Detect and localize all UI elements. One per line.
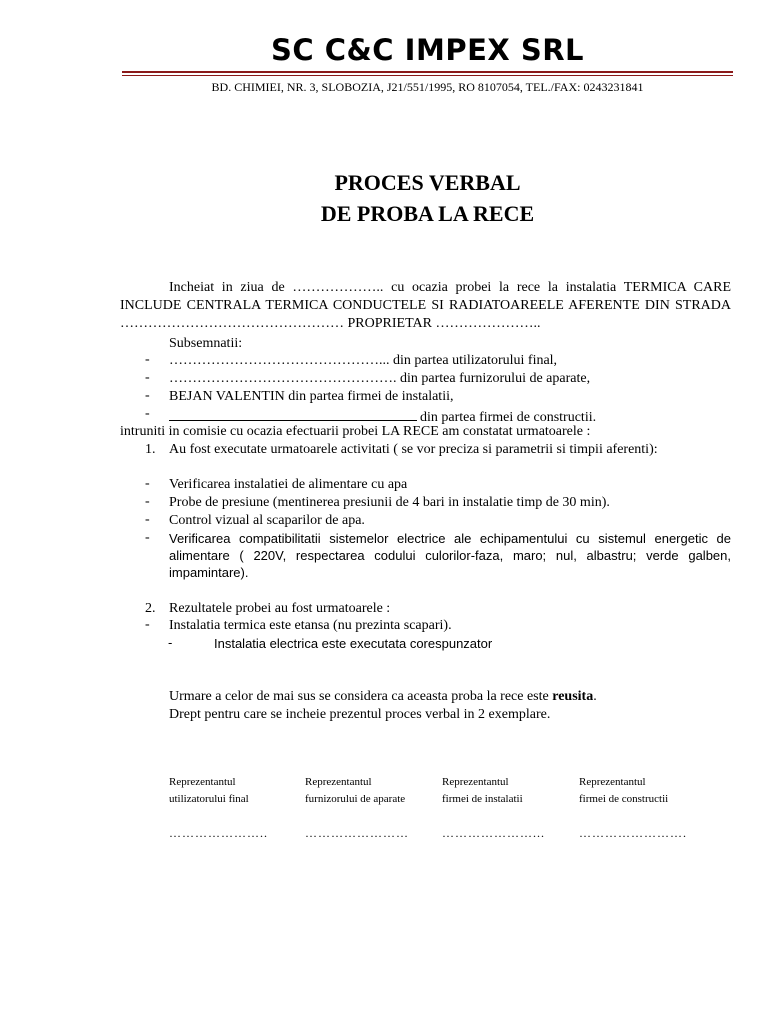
document-title-line2: DE PROBA LA RECE — [320, 201, 535, 226]
signature-line-1: ………………….. — [169, 826, 268, 840]
bullet-dash: - — [145, 406, 150, 421]
signature-party: firmei de constructii — [579, 793, 669, 805]
signature-party: furnizorului de aparate — [305, 793, 406, 805]
section1-heading: Au fost executate urmatoarele activitati ( se vor preciza si parametrii si timpii aferenti): — [169, 442, 658, 457]
signature-role: Reprezentantul — [579, 776, 646, 788]
signature-party: utilizatorului final — [169, 793, 249, 805]
bullet-dash: - — [145, 512, 150, 527]
signature-block-4 — [579, 774, 668, 808]
intro-text: Incheiat in ziua de ……………….. cu ocazia probei la rece la instalatia TERMICA CARE INCLUDE CENTRALA TERMICA CONDUCTELE SI RADIATOAREELE AFERENTE DIN STRADA ………………………………………… PROPRIETAR ………………….. — [120, 280, 731, 331]
conclusion-start: Urmare a celor de mai sus se considera ca aceasta proba la rece este — [169, 689, 553, 704]
bullet-dash: - — [145, 617, 150, 632]
bullet-dash: - — [145, 352, 150, 367]
company-address: BD. CHIMIEI, NR. 3, SLOBOZIA, J21/551/1995, RO 8107054, TEL./FAX: 0243231841 — [211, 80, 644, 94]
member-3: BEJAN VALENTIN din partea firmei de instalatii, — [169, 389, 454, 404]
bullet-dash: - — [145, 388, 150, 403]
activity-2: Probe de presiune (mentinerea presiunii de 4 bari in instalatie timp de 30 min). — [169, 495, 610, 510]
result-2: Instalatia electrica este executata corespunzator — [214, 636, 493, 651]
intro-paragraph — [120, 279, 731, 333]
signature-line-3: …………………... — [442, 826, 545, 840]
conclusion-line2: Drept pentru care se incheie prezentul proces verbal in 2 exemplare. — [169, 707, 551, 722]
bullet-dash: - — [145, 370, 150, 385]
bullet-dash: - — [145, 476, 150, 491]
section2-heading: Rezultatele probei au fost urmatoarele : — [169, 601, 391, 616]
result-1: Instalatia termica este etansa (nu prezinta scapari). — [169, 618, 452, 633]
member-1: ………………………………………... din partea utilizatorului final, — [169, 353, 558, 368]
signature-party: firmei de instalatii — [442, 793, 523, 805]
member-4-text: din partea firmei de constructii. — [420, 410, 597, 425]
signature-line-4: ……………………. — [579, 826, 687, 840]
signature-line-2: …………………… — [305, 826, 409, 840]
activity-4: Verificarea compatibilitatii sistemelor electrice ale echipamentului cu sistemul energetic de alimentare ( 220V, respectarea codului culorilor-faza, maro; nul, albastru; verde galben, impamintare). — [169, 531, 731, 580]
activity-3: Control vizual al scaparilor de apa. — [169, 513, 365, 528]
section1-number: 1. — [145, 442, 156, 457]
signature-block-3 — [442, 774, 523, 808]
bullet-dash: - — [168, 635, 173, 650]
signature-block-1 — [169, 774, 249, 808]
header-rule-thin — [122, 75, 733, 76]
header-rule-thick — [122, 71, 733, 73]
bullet-dash: - — [145, 530, 150, 545]
activity-1: Verificarea instalatiei de alimentare cu apa — [169, 477, 408, 492]
member-2: …………………………………………. din partea furnizorului de aparate, — [169, 371, 591, 386]
document-title-line1: PROCES VERBAL — [334, 170, 521, 195]
blank-underline — [169, 406, 417, 421]
signature-role: Reprezentantul — [169, 776, 236, 788]
conclusion-end: . — [593, 689, 597, 704]
bullet-dash: - — [145, 494, 150, 509]
commission-line: intruniti in comisie cu ocazia efectuarii probei LA RECE am constatat urmatoarele : — [120, 424, 591, 439]
section2-number: 2. — [145, 601, 156, 616]
signature-block-2 — [305, 774, 405, 808]
conclusion-result: reusita — [552, 689, 594, 704]
conclusion-line1 — [169, 688, 597, 705]
company-name: SC C&C IMPEX SRL — [270, 33, 585, 67]
signature-role: Reprezentantul — [442, 776, 509, 788]
subsemnatii-label: Subsemnatii: — [169, 336, 243, 351]
signature-role: Reprezentantul — [305, 776, 372, 788]
